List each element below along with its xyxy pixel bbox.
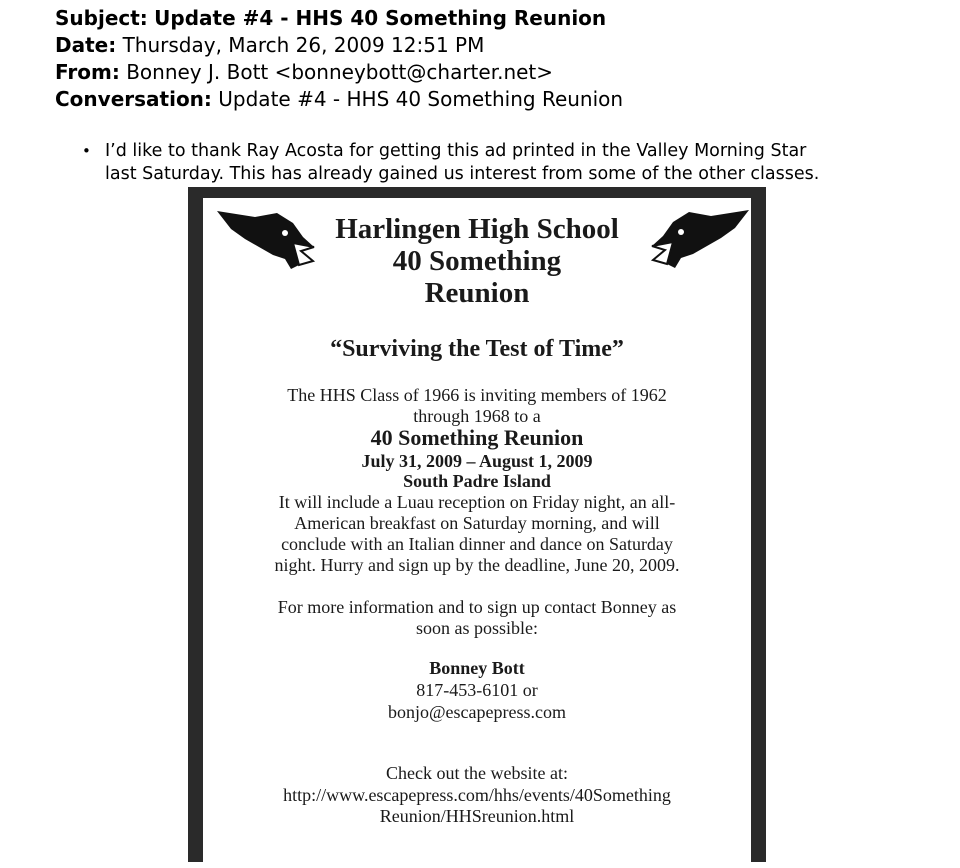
subject-line	[55, 5, 606, 32]
contact-email: bonjo@escapepress.com	[387, 702, 567, 722]
details-line-2: American breakfast on Saturday morning, and will	[294, 513, 660, 533]
info-line-1: For more information and to sign up contact Bonney as	[277, 597, 677, 617]
info-line-2: soon as possible:	[415, 618, 538, 638]
clipping-title-line-3: Reunion	[424, 277, 530, 309]
clipping-title-line-1: Harlingen High School	[335, 213, 619, 245]
bullet-text	[105, 140, 912, 186]
date-line	[55, 32, 484, 59]
details-line-1: It will include a Luau reception on Friday night, an all-	[278, 492, 676, 512]
contact-name: Bonney Bott	[429, 658, 525, 678]
subject-value: Update #4 - HHS 40 Something Reunion	[154, 6, 607, 30]
bullet-list	[82, 140, 912, 186]
clipping-slogan: “Surviving the Test of Time”	[330, 336, 624, 362]
clipping-title-line-2: 40 Something	[392, 245, 562, 277]
bullet-line-2: last Saturday. This has already gained us interest from some of the other classes.	[105, 164, 820, 184]
details-line-3: conclude with an Italian dinner and dance on Saturday	[281, 534, 673, 554]
bullet-dot-icon: •	[82, 142, 91, 160]
event-dates: July 31, 2009 – August 1, 2009	[361, 451, 593, 471]
website-label: Check out the website at:	[386, 763, 568, 783]
event-place: South Padre Island	[403, 471, 551, 491]
details-line-4: night. Hurry and sign up by the deadline, June 20, 2009.	[274, 555, 680, 575]
date-label: Date:	[55, 33, 117, 57]
date-value: Thursday, March 26, 2009 12:51 PM	[122, 33, 485, 57]
event-name: 40 Something Reunion	[370, 425, 584, 450]
website-url-line-1: http://www.escapepress.com/hhs/events/40Something	[283, 785, 671, 805]
from-line	[55, 59, 553, 86]
list-item	[82, 140, 912, 186]
invite-line-2: through 1968 to a	[413, 406, 541, 426]
bullet-line-1: I’d like to thank Ray Acosta for getting this ad printed in the Valley Morning Star	[105, 141, 807, 161]
clipping-content	[203, 198, 751, 862]
subject-label: Subject:	[55, 6, 148, 30]
invite-line-1: The HHS Class of 1966 is inviting members of 1962	[287, 385, 667, 405]
newspaper-clipping	[188, 187, 766, 862]
from-value: Bonney J. Bott <bonneybott@charter.net>	[126, 60, 554, 84]
website-url-line-2: Reunion/HHSreunion.html	[379, 806, 575, 826]
conversation-value: Update #4 - HHS 40 Something Reunion	[218, 87, 624, 111]
from-label: From:	[55, 60, 120, 84]
conversation-label: Conversation:	[55, 87, 212, 111]
conversation-line	[55, 86, 623, 113]
contact-phone: 817-453-6101 or	[416, 680, 538, 700]
